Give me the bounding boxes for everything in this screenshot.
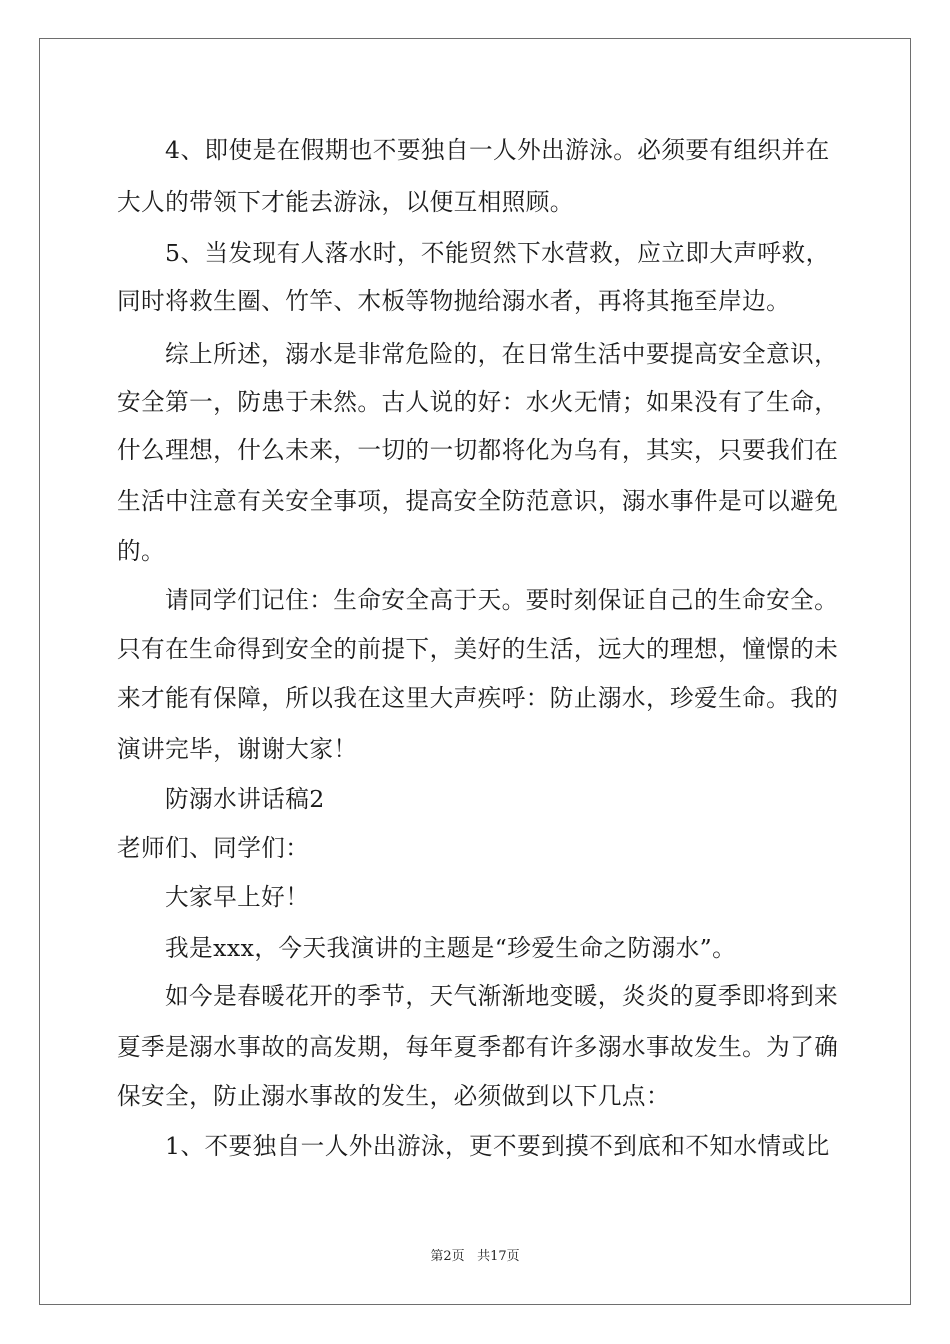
page-border: [39, 38, 911, 1305]
text-line: 演讲完毕，谢谢大家！: [117, 735, 358, 763]
text-line: 如今是春暖花开的季节，天气渐渐地变暖，炎炎的夏季即将到来: [165, 982, 839, 1010]
text-line: 大人的带领下才能去游泳，以便互相照顾。: [117, 188, 574, 216]
page-number: 第2页: [430, 1249, 465, 1264]
text-line: 4、即使是在假期也不要独自一人外出游泳。必须要有组织并在: [165, 136, 830, 164]
text-line: 同时将救生圈、竹竿、木板等物抛给溺水者，再将其拖至岸边。: [117, 287, 791, 315]
text-line: 安全第一，防患于未然。古人说的好：水火无情；如果没有了生命，: [117, 388, 839, 416]
page-total: 共17页: [477, 1249, 520, 1264]
text-line: 只有在生命得到安全的前提下，美好的生活，远大的理想，憧憬的未: [117, 635, 839, 663]
page-footer: [0, 1248, 950, 1266]
text-line: 来才能有保障，所以我在这里大声疾呼：防止溺水，珍爱生命。我的: [117, 684, 839, 712]
text-line: 1、不要独自一人外出游泳，更不要到摸不到底和不知水情或比: [165, 1132, 830, 1160]
text-line: 5、当发现有人落水时，不能贸然下水营救，应立即大声呼救，: [165, 239, 830, 267]
text-line: 生活中注意有关安全事项，提高安全防范意识，溺水事件是可以避免: [117, 487, 839, 515]
section-title: 防溺水讲话稿2: [165, 785, 325, 813]
greeting: 大家早上好！: [165, 883, 310, 911]
text-line: 的。: [117, 537, 166, 565]
text-line: 综上所述，溺水是非常危险的，在日常生活中要提高安全意识，: [165, 340, 839, 368]
salutation: 老师们、同学们：: [117, 834, 310, 862]
text-line: 什么理想，什么未来，一切的一切都将化为乌有，其实，只要我们在: [117, 436, 839, 464]
text-line: 请同学们记住：生命安全高于天。要时刻保证自己的生命安全。: [165, 586, 839, 614]
text-line: 我是xxx，今天我演讲的主题是“珍爱生命之防溺水”。: [165, 934, 737, 962]
text-line: 夏季是溺水事故的高发期，每年夏季都有许多溺水事故发生。为了确: [117, 1033, 839, 1061]
text-line: 保安全，防止溺水事故的发生，必须做到以下几点：: [117, 1082, 671, 1110]
